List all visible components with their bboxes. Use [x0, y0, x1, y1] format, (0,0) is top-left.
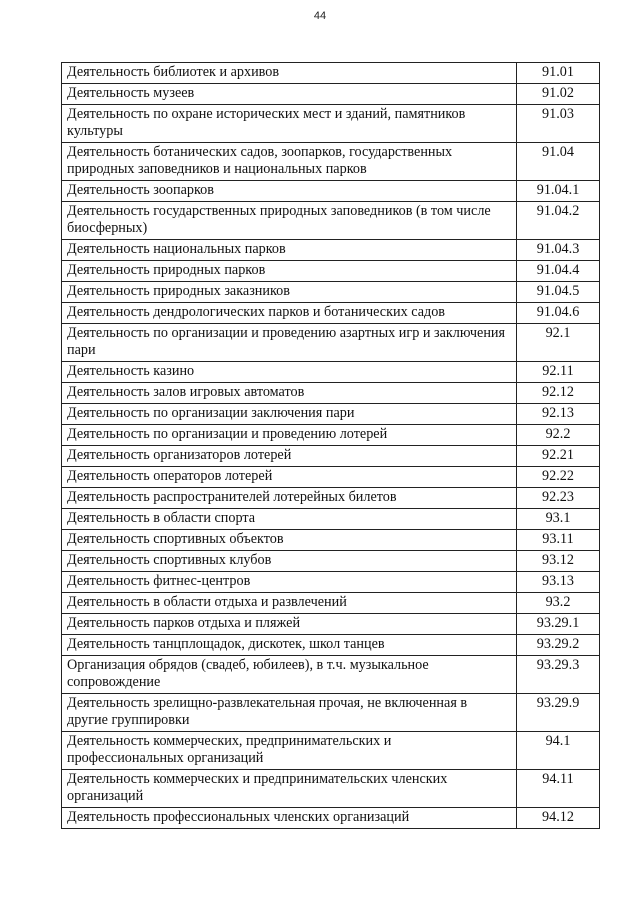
activity-code-cell: 91.04.3	[517, 240, 600, 261]
activity-code-cell: 93.29.3	[517, 656, 600, 694]
table-row	[62, 593, 600, 614]
activity-code-cell: 92.11	[517, 362, 600, 383]
activity-code-cell: 93.29.9	[517, 694, 600, 732]
activity-code-cell: 91.04.1	[517, 181, 600, 202]
activity-name-cell: Деятельность спортивных клубов	[62, 551, 517, 572]
activity-name-cell: Деятельность зрелищно-развлекательная прочая, не включенная в другие группировки	[62, 694, 517, 732]
activity-code-cell: 91.04	[517, 143, 600, 181]
activity-name-cell: Деятельность библиотек и архивов	[62, 63, 517, 84]
activity-code-cell: 92.2	[517, 425, 600, 446]
activity-name-cell: Деятельность национальных парков	[62, 240, 517, 261]
activity-name-cell: Деятельность коммерческих и предпринимательских членских организаций	[62, 770, 517, 808]
page-number: 44	[313, 10, 327, 22]
table-body	[62, 63, 600, 829]
activity-name-cell: Деятельность музеев	[62, 84, 517, 105]
table-row	[62, 732, 600, 770]
table-row	[62, 808, 600, 829]
table-row	[62, 303, 600, 324]
table-row	[62, 446, 600, 467]
table-row	[62, 261, 600, 282]
activity-name-cell: Деятельность по организации и проведению азартных игр и заключения пари	[62, 324, 517, 362]
table-row	[62, 63, 600, 84]
table-row	[62, 551, 600, 572]
table-row	[62, 694, 600, 732]
activity-code-cell: 91.02	[517, 84, 600, 105]
activity-code-cell: 94.12	[517, 808, 600, 829]
activity-code-cell: 93.12	[517, 551, 600, 572]
activity-code-cell: 93.29.2	[517, 635, 600, 656]
activity-name-cell: Деятельность ботанических садов, зоопарков, государственных природных заповедников и национальных парков	[62, 143, 517, 181]
table-row	[62, 770, 600, 808]
activity-code-cell: 93.1	[517, 509, 600, 530]
table-row	[62, 572, 600, 593]
table-row	[62, 383, 600, 404]
table-row	[62, 105, 600, 143]
activity-code-cell: 93.2	[517, 593, 600, 614]
activity-name-cell: Деятельность по охране исторических мест и зданий, памятников культуры	[62, 105, 517, 143]
activity-name-cell: Организация обрядов (свадеб, юбилеев), в т.ч. музыкальное сопровождение	[62, 656, 517, 694]
activity-code-cell: 94.11	[517, 770, 600, 808]
activity-name-cell: Деятельность в области отдыха и развлечений	[62, 593, 517, 614]
activity-code-cell: 92.21	[517, 446, 600, 467]
activity-name-cell: Деятельность зоопарков	[62, 181, 517, 202]
activity-code-cell: 92.1	[517, 324, 600, 362]
table-row	[62, 614, 600, 635]
activity-name-cell: Деятельность залов игровых автоматов	[62, 383, 517, 404]
table-row	[62, 404, 600, 425]
activity-code-cell: 91.03	[517, 105, 600, 143]
table-row	[62, 425, 600, 446]
activity-code-cell: 93.11	[517, 530, 600, 551]
activity-code-cell: 92.23	[517, 488, 600, 509]
activity-code-cell: 91.01	[517, 63, 600, 84]
activity-name-cell: Деятельность дендрологических парков и ботанических садов	[62, 303, 517, 324]
activity-code-cell: 92.22	[517, 467, 600, 488]
table-row	[62, 84, 600, 105]
activity-code-cell: 93.29.1	[517, 614, 600, 635]
activity-name-cell: Деятельность в области спорта	[62, 509, 517, 530]
activity-code-cell: 94.1	[517, 732, 600, 770]
table-row	[62, 467, 600, 488]
table-row	[62, 181, 600, 202]
activity-code-cell: 91.04.6	[517, 303, 600, 324]
activity-code-cell: 92.13	[517, 404, 600, 425]
activity-name-cell: Деятельность операторов лотерей	[62, 467, 517, 488]
activity-name-cell: Деятельность природных заказников	[62, 282, 517, 303]
activity-name-cell: Деятельность природных парков	[62, 261, 517, 282]
table-row	[62, 530, 600, 551]
activity-code-cell: 92.12	[517, 383, 600, 404]
activity-code-cell: 91.04.5	[517, 282, 600, 303]
activity-code-cell: 91.04.4	[517, 261, 600, 282]
activity-name-cell: Деятельность распространителей лотерейных билетов	[62, 488, 517, 509]
activity-name-cell: Деятельность фитнес-центров	[62, 572, 517, 593]
activity-name-cell: Деятельность организаторов лотерей	[62, 446, 517, 467]
activity-name-cell: Деятельность коммерческих, предпринимательских и профессиональных организаций	[62, 732, 517, 770]
activity-name-cell: Деятельность танцплощадок, дискотек, школ танцев	[62, 635, 517, 656]
activity-name-cell: Деятельность по организации и проведению лотерей	[62, 425, 517, 446]
table-row	[62, 202, 600, 240]
activity-code-table	[61, 62, 600, 829]
activity-name-cell: Деятельность государственных природных заповедников (в том числе биосферных)	[62, 202, 517, 240]
activity-name-cell: Деятельность спортивных объектов	[62, 530, 517, 551]
activity-code-cell: 91.04.2	[517, 202, 600, 240]
table-row	[62, 488, 600, 509]
activity-name-cell: Деятельность по организации заключения пари	[62, 404, 517, 425]
table-row	[62, 656, 600, 694]
activity-name-cell: Деятельность казино	[62, 362, 517, 383]
table-row	[62, 324, 600, 362]
activity-code-cell: 93.13	[517, 572, 600, 593]
activity-name-cell: Деятельность профессиональных членских организаций	[62, 808, 517, 829]
table-row	[62, 143, 600, 181]
table-row	[62, 509, 600, 530]
table-row	[62, 240, 600, 261]
table-row	[62, 635, 600, 656]
activity-name-cell: Деятельность парков отдыха и пляжей	[62, 614, 517, 635]
table-row	[62, 282, 600, 303]
table-row	[62, 362, 600, 383]
